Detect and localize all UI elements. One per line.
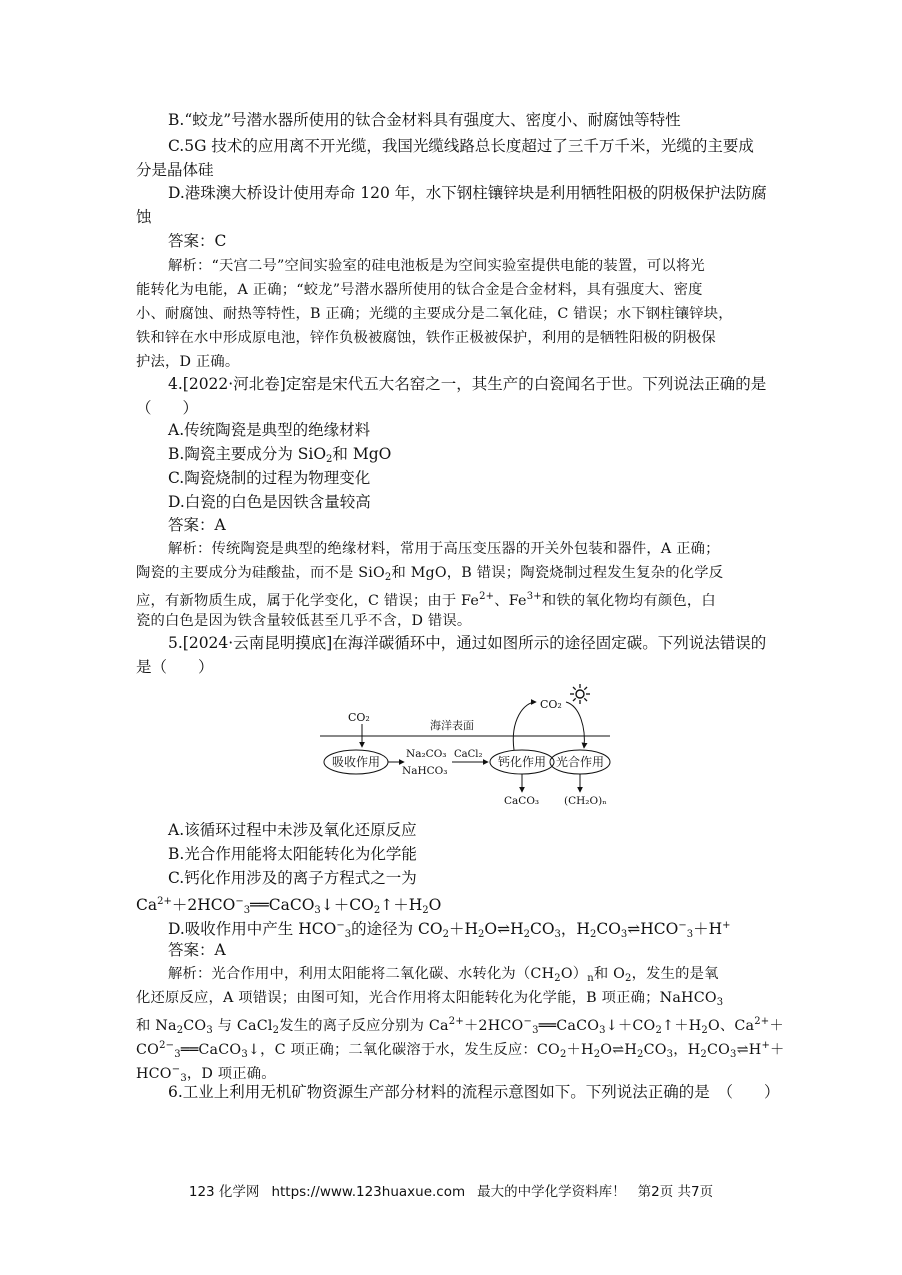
caco3-label: CaCO₃ (504, 795, 540, 807)
photosynthesis-label: 光合作用 (555, 755, 605, 769)
sea-surface-label: 海洋表面 (430, 719, 474, 732)
explanation-label: 解析： (168, 966, 212, 982)
q6-stem: 6.工业上利用无机矿物资源生产部分材料的流程示意图如下。下列说法正确的是 （ ） (168, 1083, 780, 1101)
q5-explanation-line5: $HCO^-_3$，D 项正确。 (136, 1064, 276, 1084)
explanation-text: 光合作用中，利用太阳能将二氧化碳、水转化为$(CH_2O)_n$和 $O_2$，发生的是氧 (211, 966, 719, 984)
subscript: 2 (384, 572, 392, 583)
q4-explanation-line1 (168, 537, 776, 561)
q3-explanation-line5: 护法，D 正确。 (136, 354, 240, 370)
ch2o-label: (CH₂O)ₙ (564, 795, 607, 807)
q3-explanation-line4: 铁和锌在水中形成原电池，锌作负极被腐蚀，铁作正极被保护，利用的是牺牲阳极的阴极保 (136, 330, 716, 346)
cacl2-label: CaCl₂ (454, 749, 483, 760)
q5-option-c: C.钙化作用涉及的离子方程式之一为 (168, 869, 417, 887)
q5-answer (168, 938, 776, 962)
footer-page-info: 第2页 共7页 (637, 1184, 714, 1200)
explanation-text: 传统陶瓷是典型的绝缘材料，常用于高压变压器的开关外包装和器件，A 正确； (211, 541, 720, 557)
footer-site: 123 化学网 (188, 1184, 260, 1200)
explanation-text: 、Fe (494, 593, 527, 609)
q4-option-d: D.白瓷的白色是因铁含量较高 (168, 493, 371, 511)
q4-answer (168, 513, 776, 537)
q5-explanation-line3: 和 $Na_2CO_3$ 与 CaCl$_2$发生的离子反应分别为 $Ca^{2+}+2HCO^-_3══CaCO_3↓+CO_2↑+H_2O$、$Ca^{2+}+$ (136, 1016, 784, 1036)
option-text: 和 MgO (332, 445, 392, 463)
footer-url[interactable]: https://www.123huaxue.com (271, 1184, 466, 1200)
subscript: 2 (326, 454, 333, 465)
ocean-carbon-cycle-diagram (318, 680, 614, 808)
calcification-label: 钙化作用 (497, 755, 547, 769)
q3-option-c-line2: 分是晶体硅 (136, 161, 214, 179)
q4-explanation-line4: 瓷的白色是因为铁含量较低甚至几乎不含，D 错误。 (136, 613, 472, 629)
superscript: 3+ (526, 591, 542, 602)
q3-option-d-line2: 蚀 (136, 208, 152, 226)
option-text: B.陶瓷主要成分为 SiO (168, 445, 327, 463)
na2co3-label: Na₂CO₃ (406, 748, 447, 760)
q4-stem-line2: （ ） (136, 399, 199, 417)
q4-stem-line1: 4.[2022·河北卷]定窑是宋代五大名窑之一，其生产的白瓷闻名于世。下列说法正确的是 (168, 375, 767, 393)
explanation-text: “天宫二号”空间实验室的硅电池板是为空间实验室提供电能的装置，可以将光 (211, 258, 705, 274)
absorb-label: 吸收作用 (331, 755, 381, 769)
q5-explanation-line4: $CO^{2-}_3══CaCO_3↓$，C 项正确；二氧化碳溶于水，发生反应：$CO_2+H_2O\rightleftharpoons H_2CO_3$，$H_2CO_3\rightleftharpoons H^++$ (136, 1040, 785, 1060)
explanation-label: 解析： (168, 258, 212, 274)
q5-option-b: B.光合作用能将太阳能转化为化学能 (168, 845, 417, 863)
q5-option-d: D.吸收作用中产生 $HCO^-_3$的途径为 $CO_2+H_2O\rightleftharpoons H_2CO_3$，$H_2CO_3\rightleftharpoons HCO^-_3+H^+$ (168, 920, 731, 940)
q5-explanation-line2: 化还原反应，A 项错误；由图可知，光合作用将太阳能转化为化学能，B 项正确；NaHCO$_3$ (136, 990, 724, 1008)
q5-stem-line2: 是（ ） (136, 658, 214, 676)
answer-label: 答案： (168, 516, 215, 534)
q3-option-b: B.“蛟龙”号潜水器所使用的钛合金材料具有强度大、密度小、耐腐蚀等特性 (168, 111, 681, 129)
superscript: 2+ (479, 591, 495, 602)
q3-option-d-line1: D.港珠澳大桥设计使用寿命 120 年，水下钢柱镶锌块是利用牺牲阳极的阴极保护法防腐 (168, 184, 767, 202)
q3-explanation-line3: 小、耐腐蚀、耐热等特性，B 正确；光缆的主要成分是二氧化硅，C 错误；水下钢柱镶锌块， (136, 306, 733, 322)
answer-label: 答案： (168, 232, 215, 250)
explanation-text: 应，有新物质生成，属于化学变化，C 错误；由于 Fe (136, 593, 480, 609)
q5-option-a: A.该循环过程中未涉及氧化还原反应 (168, 821, 417, 839)
q3-option-c-line1: C.5G 技术的应用离不开光缆，我国光缆线路总长度超过了三千万千米，光缆的主要成 (168, 137, 754, 155)
answer-label: 答案： (168, 941, 215, 959)
q3-explanation-line2: 能转化为电能，A 正确；“蛟龙”号潜水器所使用的钛合金是合金材料，具有强度大、密度 (136, 282, 703, 298)
answer-value: A (214, 516, 226, 534)
answer-value: C (214, 232, 227, 250)
explanation-text: 陶瓷的主要成分为硅酸盐，而不是 SiO (136, 565, 385, 581)
calcification-co2-arrow (513, 702, 536, 750)
explanation-label: 解析： (168, 541, 212, 557)
q3-explanation-line1 (168, 254, 776, 278)
q5-stem-line1: 5.[2024·云南昆明摸底]在海洋碳循环中，通过如图所示的途径固定碳。下列说法错误的 (168, 634, 767, 652)
answer-value: A (214, 941, 226, 959)
q3-answer (168, 229, 776, 253)
co2-left-label: CO₂ (348, 711, 370, 724)
co2-photosynthesis-arrow (566, 702, 584, 748)
nahco3-label: NaHCO₃ (402, 765, 448, 777)
sun-icon (570, 684, 590, 704)
q5-ionic-equation: $Ca^{2+}+2HCO^-_3══CaCO_3↓+CO_2↑+H_2O$ (136, 896, 442, 916)
footer-slogan: 最大的中学化学资料库！ (477, 1184, 626, 1200)
q4-option-c: C.陶瓷烧制的过程为物理变化 (168, 469, 371, 487)
page-footer (0, 1180, 902, 1200)
co2-top-label: CO₂ (540, 698, 562, 711)
q4-option-a: A.传统陶瓷是典型的绝缘材料 (168, 421, 371, 439)
explanation-text: 和铁的氧化物均有颜色，白 (541, 593, 716, 609)
explanation-text: 和 MgO，B 错误；陶瓷烧制过程发生复杂的化学反 (391, 565, 724, 581)
